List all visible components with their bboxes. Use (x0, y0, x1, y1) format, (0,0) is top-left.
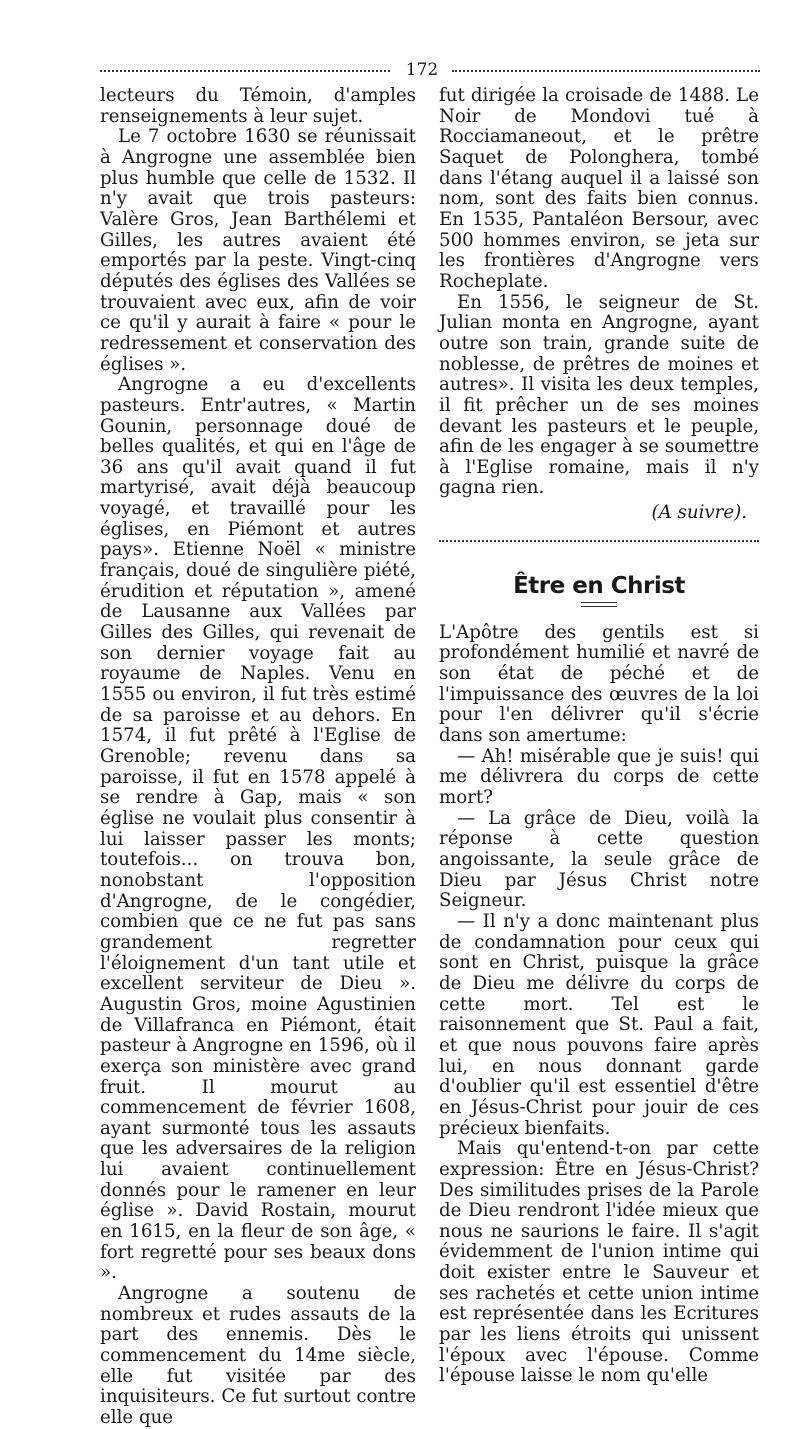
page-number: 172 (405, 60, 439, 80)
left-paragraph: Angrogne a soutenu de nombreux et rudes assauts de la part des ennemis. Dès le commencement du 14me siècle, elle fut visitée par des inquisiteurs. Ce fut surtout contre elle que (100, 1283, 416, 1428)
header-rule-left (100, 70, 390, 72)
left-column (100, 86, 416, 1429)
left-paragraph: lecteurs du Témoin, d'amples renseignements à leur sujet. (100, 85, 416, 127)
section-title: Être en Christ (513, 572, 685, 599)
section-paragraph: — Il n'y a donc maintenant plus de condamnation pour ceux qui sont en Christ, puisque la grâce de Dieu me délivre du corps de cette mort. Tel est le raisonnement que St. Paul a fait, et que nous pouvons faire après lui, en nous donnant garde d'oublier qu'il est essentiel d'être en Jésus-Christ pour jouir de ces précieux bienfaits. (439, 910, 759, 1139)
right-paragraph: En 1556, le seigneur de St. Julian monta en Angrogne, ayant outre son train, grande suite de noblesse, de prêtres de moines et autres». Il visita les deux temples, il fit prêcher un de ses moines devant les pasteurs et le peuple, afin de les engager à se soumettre à l'Eglise romaine, mais il n'y gagna rien. (439, 291, 759, 499)
page-header (100, 58, 760, 82)
section-body (439, 623, 759, 1387)
right-continuation-paragraph: fut dirigée la croisade de 1488. Le Noir de Mondovi tué à Rocciamaneout, et le prêtre Saquet de Polonghera, tombé dans l'étang auquel il a laissé son nom, sont des faits bien connus. En 1535, Pantaléon Bersour, avec 500 hommes environ, se jeta sur les frontières d'Angrogne vers Rocheplate. (439, 85, 759, 292)
article-signature: (A suivre). (651, 502, 747, 524)
left-paragraph: Angrogne a eu d'excellents pasteurs. Entr'autres, « Martin Gounin, personnage doué de belles qualités, et qui en l'âge de 36 ans qu'il avait quand il fut martyrisé, avait déjà beaucoup voyagé, et travaillé pour les églises, en Piémont et autres pays». Etienne Noël « ministre français, doué de singulière piété, érudition et réputation », amené de Lausanne aux Vallées par Gilles des Gilles, qui revenait de son dernier voyage fait au royaume de Naples. Venu en 1555 ou environ, il fut très estimé de sa paroisse et au dehors. En 1574, il fut prêté à l'Eglise de Grenoble; revenu dans sa paroisse, il fut en 1578 appelé à se rendre à Gap, mais « son église ne voulait plus consentir à lui laisser passer les monts; toutefois... on trouva bon, nonobstant l'opposition d'Angrogne, de le congédier, combien que ce ne fut pas sans grandement regretter l'éloignement d'un tant utile et excellent serviteur de Dieu ». Augustin Gros, moine Agustinien de Villafranca en Piémont, était pasteur à Angrogne en 1596, où il exerça son ministère avec grand fruit. Il mourut au commencement de février 1608, ayant surmonté tous les assauts que les adversaires de la religion lui avaient continuellement donnés pour le ramener en leur église ». David Rostain, mourut en 1615, en la fleur de son âge, « fort regretté pour ses beaux dons ». (100, 374, 416, 1284)
left-paragraph: Le 7 octobre 1630 se réunissait à Angrogne une assemblée bien plus humble que celle de 1532. Il n'y avait que trois pasteurs: Valère Gros, Jean Barthélemi et Gilles, les autres avaient été emportés par la peste. Vingt-cinq députés des églises des Vallées se trouvaient avec eux, afin de voir ce qu'il y aurait à faire « pour le redressement et conservation des églises ». (100, 126, 416, 375)
section-paragraph: — Ah! misérable que je suis! qui me délivrera du corps de cette mort? (439, 745, 759, 809)
section-paragraph: L'Apôtre des gentils est si profondément humilié et navré de son état de péché et de l'impuissance des œuvres de la loi pour l'en délivrer qu'il s'écrie dans son amertume: (439, 621, 759, 747)
section-paragraph: — La grâce de Dieu, voilà la réponse à cette question angoissante, la seule grâce de Dieu par Jésus Christ notre Seigneur. (439, 807, 759, 912)
header-rule-right (452, 70, 760, 72)
right-column (439, 86, 759, 1387)
section-separator (439, 540, 759, 542)
section-paragraph: Mais qu'entend-t-on par cette expression: Être en Jésus-Christ? Des similitudes prises de la Parole de Dieu rendront l'idée mieux que nous ne saurions le faire. Il s'agit évidemment de l'union intime qui doit exister entre le Sauveur et ses rachetés et cette union intime est représentée dans les Ecritures par les liens étroits qui unissent l'époux avec l'épouse. Comme l'épouse laisse le nom qu'elle (439, 1138, 759, 1387)
title-underline (581, 602, 617, 607)
